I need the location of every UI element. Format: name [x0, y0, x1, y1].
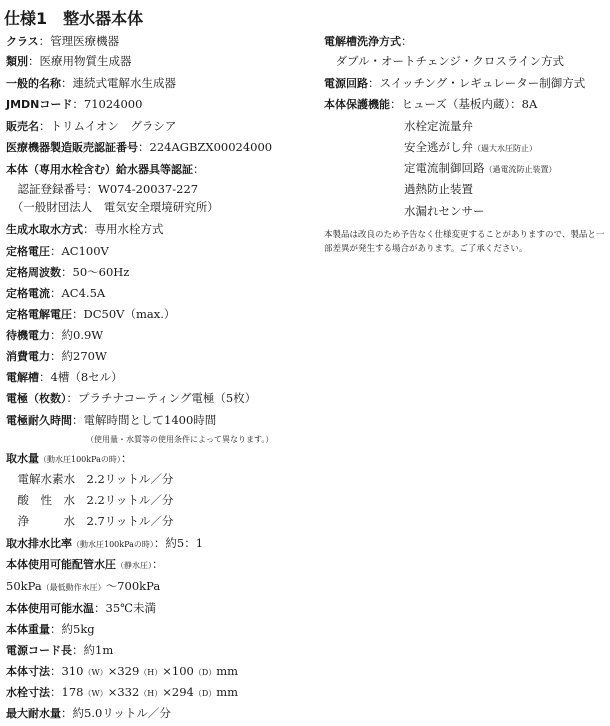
spec-row	[6, 412, 216, 429]
spec-label: 最大耐水量	[6, 707, 61, 720]
spec-value: ヒューズ（基板内蔵）：8A	[401, 97, 538, 111]
spec-value: 水漏れセンサー	[404, 204, 485, 218]
spec-label: 販売名	[6, 120, 39, 133]
spec-separator: ：	[50, 244, 62, 258]
spec-label: 本体使用可能配管水圧	[6, 558, 116, 571]
spec-separator: ：	[390, 97, 402, 111]
spec-separator: ：	[83, 222, 95, 236]
spec-separator: ：	[38, 34, 51, 48]
spec-row	[6, 578, 160, 596]
spec-label-note: （動水圧100kPaの時）	[72, 540, 154, 549]
spec-label: 取水量	[6, 452, 39, 465]
spec-label: 電極（枚数）	[6, 392, 67, 405]
spec-value: 専用水栓方式	[94, 222, 164, 236]
spec-row	[6, 471, 173, 487]
spec-row	[6, 199, 219, 215]
spec-value: 4槽（8セル）	[50, 370, 123, 384]
spec-label: 定格電解電圧	[6, 308, 72, 321]
spec-separator: ：	[50, 664, 62, 678]
spec-value: 管理医療機器	[50, 34, 120, 48]
spec-row	[6, 600, 156, 617]
spec-row	[6, 513, 173, 529]
spec-separator: ：	[50, 622, 62, 636]
spec-value: 定電流制御回路	[404, 161, 485, 175]
disclaimer-note: 本製品は改良のため予告なく仕様変更することがありますので、製品と一部差異が発生する場合があります。ご了承ください。	[324, 230, 605, 254]
spec-value: ×294	[162, 685, 194, 699]
spec-row	[404, 118, 473, 134]
spec-value: DC50V（max.）	[83, 307, 176, 321]
page-title: 仕様1 整水器本体	[4, 9, 144, 28]
spec-row	[6, 705, 171, 722]
spec-separator: ：	[50, 349, 62, 363]
spec-label: 本体（専用水栓含む）給水器具等認証	[6, 163, 193, 176]
spec-value: プラチナコーティング電極（5枚）	[78, 391, 257, 405]
spec-row	[6, 556, 164, 574]
spec-separator: ：	[153, 536, 166, 550]
spec-value: 約5kg	[61, 622, 95, 636]
spec-value: 50kPa	[6, 579, 42, 593]
spec-separator: ：	[401, 34, 413, 48]
spec-separator: ：	[193, 162, 205, 176]
spec-row	[404, 160, 557, 178]
spec-value: （使用量・水質等の使用条件によって異なります。）	[86, 435, 274, 444]
spec-row	[6, 535, 203, 553]
spec-row	[6, 450, 132, 468]
spec-value: 浄 水 2.7リットル／分	[6, 514, 174, 528]
spec-value: mm	[216, 685, 239, 699]
spec-row	[6, 621, 95, 638]
spec-value: ～700kPa	[105, 579, 161, 593]
spec-label: JMDNコード	[6, 98, 73, 111]
spec-row	[324, 96, 537, 113]
spec-separator: ：	[120, 451, 133, 465]
spec-value: 水栓定流量弁	[404, 119, 473, 133]
spec-row	[6, 642, 113, 659]
spec-value: 電解時間として1400時間	[83, 413, 217, 427]
spec-label: 待機電力	[6, 329, 50, 342]
spec-value: 71024000	[83, 97, 143, 111]
spec-value: 連続式電解水生成器	[72, 76, 176, 90]
spec-value: 約1m	[83, 643, 114, 657]
spec-label: 本体保護機能	[324, 98, 390, 111]
spec-value-note: （H）	[139, 668, 163, 677]
spec-label: 定格電圧	[6, 245, 50, 258]
spec-row	[6, 684, 238, 702]
spec-row	[6, 161, 205, 178]
spec-row	[6, 75, 176, 92]
spec-value: 過熱防止装置	[404, 182, 473, 196]
spec-value: 約5：1	[165, 536, 204, 550]
spec-value: 約0.9W	[61, 328, 104, 342]
spec-row	[324, 33, 413, 50]
spec-row	[404, 203, 485, 219]
spec-value: 酸 性 水 2.2リットル／分	[6, 493, 174, 507]
spec-value: 50～60Hz	[72, 265, 130, 279]
spec-separator: ：	[152, 557, 164, 571]
spec-value-note: （D）	[193, 689, 217, 698]
spec-row	[6, 33, 119, 50]
spec-row	[324, 75, 585, 92]
spec-row	[6, 139, 272, 156]
spec-value: 178	[61, 685, 84, 699]
spec-value: ダブル・オートチェンジ・クロスライン方式	[324, 54, 565, 68]
spec-row	[6, 663, 238, 681]
spec-value: ×100	[162, 664, 194, 678]
spec-row	[6, 118, 176, 135]
spec-label: 類別	[6, 55, 28, 68]
spec-value: （一般財団法人 電気安全環境研究所）	[6, 200, 219, 214]
spec-row	[6, 243, 109, 260]
spec-value: 電解水素水 2.2リットル／分	[6, 472, 174, 486]
spec-label: 本体重量	[6, 623, 50, 636]
spec-label-note: （動水圧100kPaの時）	[39, 455, 121, 464]
spec-value: AC100V	[61, 244, 109, 258]
spec-row	[6, 285, 105, 302]
spec-separator: ：	[50, 328, 62, 342]
spec-label: 電解槽	[6, 371, 39, 384]
spec-separator: ：	[66, 391, 78, 405]
spec-value: トリムイオン グラシア	[50, 119, 177, 133]
spec-label: 電源回路	[324, 77, 368, 90]
spec-value: 約270W	[61, 349, 107, 363]
spec-separator: ：	[39, 370, 51, 384]
spec-value: ×332	[107, 685, 140, 699]
spec-row	[6, 306, 175, 323]
spec-value: mm	[216, 664, 239, 678]
spec-value-note: （過大水圧防止）	[473, 144, 537, 153]
spec-value-note: （過電流防止装置）	[484, 165, 557, 174]
spec-label: 消費電力	[6, 350, 50, 363]
spec-value: 医療用物質生成器	[39, 54, 132, 68]
spec-label: 医療機器製造販売認証番号	[6, 141, 138, 154]
spec-label-note: （静水圧）	[116, 561, 152, 570]
spec-label: 電源コード長	[6, 644, 72, 657]
spec-row	[6, 369, 123, 386]
spec-row	[86, 430, 273, 448]
spec-value-note: （最低動作水圧）	[41, 583, 106, 592]
spec-label: 電極耐久時間	[6, 414, 72, 427]
spec-row	[404, 139, 537, 157]
spec-label: 電解槽洗浄方式	[324, 35, 401, 48]
spec-separator: ：	[72, 97, 84, 111]
spec-separator: ：	[61, 76, 73, 90]
spec-value: 224AGBZX00024000	[149, 140, 273, 154]
spec-separator: ：	[61, 265, 73, 279]
spec-label: 定格電流	[6, 287, 50, 300]
spec-row	[6, 53, 132, 70]
spec-value: 310	[61, 664, 84, 678]
spec-value-note: （W）	[83, 689, 108, 698]
spec-separator: ：	[61, 706, 73, 720]
spec-separator: ：	[72, 413, 84, 427]
spec-label: 一般的名称	[6, 77, 61, 90]
spec-value-note: （W）	[83, 668, 108, 677]
spec-separator: ：	[50, 685, 62, 699]
spec-value: スイッチング・レギュレーター制御方式	[379, 76, 586, 90]
spec-label: 本体寸法	[6, 665, 50, 678]
spec-row	[6, 390, 256, 407]
spec-row	[6, 181, 198, 197]
spec-separator: ：	[50, 286, 62, 300]
spec-row	[6, 96, 142, 113]
spec-label: 生成水取水方式	[6, 223, 83, 236]
spec-row	[324, 53, 564, 69]
spec-label: クラス	[6, 35, 39, 48]
spec-row	[404, 181, 473, 197]
spec-value-note: （H）	[139, 689, 163, 698]
spec-value: ×329	[107, 664, 140, 678]
spec-separator: ：	[28, 54, 40, 68]
spec-separator: ：	[72, 307, 84, 321]
spec-separator: ：	[368, 76, 380, 90]
spec-label: 本体使用可能水温	[6, 602, 94, 615]
spec-row	[6, 348, 107, 365]
spec-value: AC4.5A	[61, 286, 106, 300]
spec-separator: ：	[72, 643, 84, 657]
spec-separator: ：	[39, 119, 51, 133]
spec-separator: ：	[138, 140, 150, 154]
spec-value: 安全逃がし弁	[404, 140, 473, 154]
spec-row	[6, 221, 164, 238]
spec-label: 水栓寸法	[6, 686, 50, 699]
spec-label: 取水排水比率	[6, 537, 72, 550]
spec-value-note: （D）	[193, 668, 217, 677]
spec-row	[6, 264, 129, 281]
spec-value: 認証登録番号：W074-20037-227	[6, 182, 199, 196]
spec-label: 定格周波数	[6, 266, 61, 279]
spec-value: 35℃未満	[105, 601, 156, 615]
spec-separator: ：	[94, 601, 106, 615]
spec-row	[6, 492, 173, 508]
spec-row	[6, 327, 103, 344]
spec-value: 約5.0リットル／分	[72, 706, 171, 720]
